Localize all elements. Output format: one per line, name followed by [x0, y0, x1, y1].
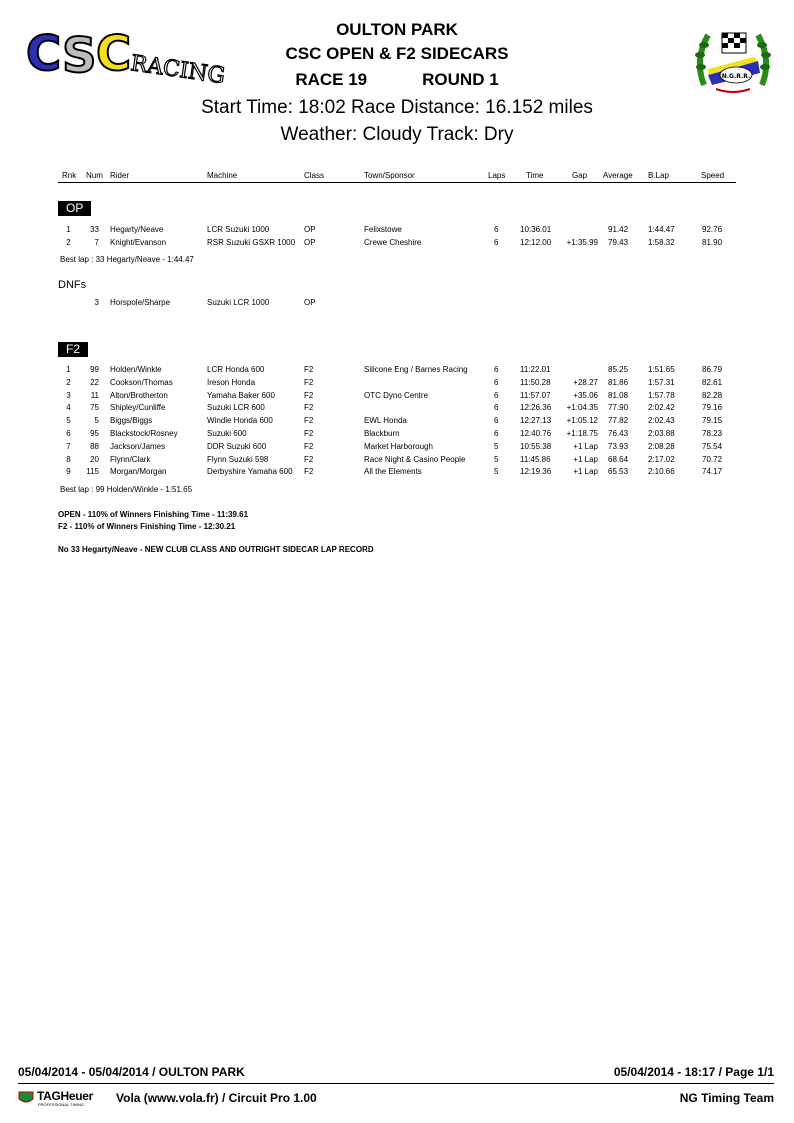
cell-time: 12:27.13	[520, 416, 552, 426]
cell-class: F2	[304, 429, 314, 438]
f2-result-row	[58, 403, 736, 414]
cell-rank: 2	[66, 238, 71, 247]
cell-gap: +1:35.99	[566, 238, 598, 247]
f2-result-row	[58, 455, 736, 466]
cell-machine: Flynn Suzuki 598	[207, 454, 269, 464]
cell-rank: 3	[66, 390, 71, 400]
f2-result-row	[58, 391, 736, 402]
cell-time: 10:36.01	[520, 225, 552, 234]
cell-machine: LCR Suzuki 1000	[207, 225, 270, 234]
cell-laps: 6	[494, 403, 499, 413]
cell-average: 77.82	[608, 416, 629, 426]
cell-rank: 1	[66, 225, 71, 234]
cell-time: 12:12.00	[520, 238, 552, 247]
cell-town: Market Harborough	[364, 441, 433, 451]
tagheuer-wordmark: TAGHeuer	[37, 1089, 94, 1103]
dnf-row	[58, 298, 736, 309]
cell-laps: 5	[494, 454, 499, 464]
open-110-note: OPEN - 110% of Winners Finishing Time - 11:39.61	[58, 510, 249, 519]
cell-average: 65.53	[608, 467, 629, 477]
cell-gap: +1:18.75	[566, 429, 598, 438]
f2-result-row	[58, 365, 736, 376]
cell-machine: DDR Suzuki 600	[207, 441, 267, 451]
svg-text:N.G.R.R.: N.G.R.R.	[721, 73, 751, 80]
f2-result-row	[58, 416, 736, 427]
col-gap: Gap	[572, 171, 588, 180]
dnf-num: 3	[94, 298, 99, 307]
cell-gap: +1 Lap	[573, 441, 598, 451]
cell-town: Felixstowe	[364, 225, 402, 234]
f2-110-note: F2 - 110% of Winners Finishing Time - 12:30.21	[58, 522, 236, 531]
cell-class: F2	[304, 403, 314, 413]
cell-average: 81.86	[608, 377, 629, 387]
cell-class: F2	[304, 365, 314, 374]
cell-number: 11	[90, 390, 99, 400]
cell-best-lap: 2:10.66	[648, 467, 675, 477]
cell-time: 11:45.86	[520, 454, 551, 464]
footer-timestamp-page: 05/04/2014 - 18:17 / Page 1/1	[613, 1065, 774, 1079]
cell-rider: Cookson/Thomas	[110, 377, 173, 387]
cell-number: 95	[90, 429, 99, 438]
cell-gap: +1 Lap	[573, 454, 598, 464]
cell-number: 33	[90, 225, 99, 234]
cell-time: 11:22.01	[520, 365, 551, 374]
cell-time: 10:55.38	[520, 441, 552, 451]
col-machine: Machine	[207, 171, 238, 180]
class-tag-op: OP	[58, 201, 91, 216]
f2-result-row	[58, 378, 736, 389]
event-title: CSC OPEN & F2 SIDECARS	[285, 44, 509, 63]
col-time: Time	[526, 171, 544, 180]
cell-time: 12:40.76	[520, 429, 552, 438]
cell-speed: 74.17	[702, 467, 723, 477]
cell-town: Silicone Eng / Barnes Racing	[364, 365, 468, 374]
svg-text:C: C	[96, 26, 132, 82]
footer-software: Vola (www.vola.fr) / Circuit Pro 1.00	[116, 1091, 317, 1105]
col-num: Num	[86, 171, 103, 180]
cell-rank: 8	[66, 454, 71, 464]
cell-laps: 6	[494, 429, 499, 438]
cell-speed: 92.76	[702, 225, 723, 234]
cell-rider: Morgan/Morgan	[110, 467, 167, 477]
f2-result-row	[58, 467, 736, 478]
cell-rank: 6	[66, 429, 71, 438]
cell-town: All the Elements	[364, 467, 422, 477]
cell-gap: +1:04.35	[566, 403, 598, 413]
cell-best-lap: 2:03.88	[648, 429, 675, 438]
class-tag-f2: F2	[58, 342, 88, 357]
cell-rank: 7	[66, 441, 71, 451]
col-rider: Rider	[110, 171, 130, 180]
cell-time: 12:19.36	[520, 467, 552, 477]
cell-town: Blackburn	[364, 429, 400, 438]
cell-gap: +1:05.12	[566, 416, 598, 426]
cell-laps: 6	[494, 390, 499, 400]
race-number: RACE 19	[295, 70, 368, 89]
cell-average: 91.42	[608, 225, 629, 234]
op-best-lap: Best lap : 33 Hegarty/Neave - 1:44.47	[60, 255, 194, 264]
cell-town: Race Night & Casino People	[364, 454, 466, 464]
cell-number: 75	[90, 403, 99, 413]
cell-laps: 6	[494, 238, 499, 247]
cell-number: 20	[90, 454, 99, 464]
cell-speed: 82.61	[702, 377, 723, 387]
cell-time: 11:50.28	[520, 377, 551, 387]
cell-town: EWL Honda	[364, 416, 407, 426]
cell-rank: 4	[66, 403, 71, 413]
tagheuer-subtitle: PROFESSIONAL TIMING	[38, 1102, 85, 1107]
cell-number: 22	[90, 377, 99, 387]
cell-number: 5	[94, 416, 99, 426]
footer-divider	[18, 1083, 774, 1084]
cell-machine: Ireson Honda	[207, 377, 256, 387]
cell-average: 79.43	[608, 238, 629, 247]
cell-class: F2	[304, 377, 314, 387]
cell-laps: 5	[494, 441, 499, 451]
tagheuer-logo	[18, 1089, 108, 1109]
cell-average: 73.93	[608, 441, 629, 451]
cell-rank: 9	[66, 467, 71, 477]
cell-number: 99	[90, 365, 99, 374]
cell-laps: 5	[494, 467, 499, 477]
cell-speed: 70.72	[702, 454, 723, 464]
results-column-header	[58, 171, 736, 183]
cell-gap: +28.27	[573, 377, 598, 387]
cell-average: 68.64	[608, 454, 629, 464]
cell-gap: +35.06	[573, 390, 598, 400]
cell-town: OTC Dyno Centre	[364, 390, 429, 400]
cell-class: F2	[304, 416, 314, 426]
cell-rank: 5	[66, 416, 71, 426]
op-result-row	[58, 238, 736, 249]
footer-date-venue: 05/04/2014 - 05/04/2014 / OULTON PARK	[18, 1065, 245, 1079]
weather-line: Weather: Cloudy Track: Dry	[280, 124, 514, 145]
cell-machine: Windle Honda 600	[207, 416, 273, 426]
cell-machine: LCR Honda 600	[207, 365, 265, 374]
svg-text:S: S	[62, 28, 97, 84]
dnf-heading: DNFs	[58, 279, 87, 291]
svg-text:C: C	[26, 26, 62, 82]
cell-class: F2	[304, 390, 314, 400]
cell-speed: 78.23	[702, 429, 723, 438]
cell-laps: 6	[494, 225, 499, 234]
cell-speed: 82.28	[702, 390, 723, 400]
cell-machine: Yamaha Baker 600	[207, 390, 275, 400]
cell-average: 76.43	[608, 429, 629, 438]
cell-number: 88	[90, 441, 99, 451]
cell-average: 77.90	[608, 403, 629, 413]
col-average: Average	[603, 171, 633, 180]
cell-best-lap: 1:57.78	[648, 390, 675, 400]
f2-result-row	[58, 442, 736, 453]
cell-time: 11:57.07	[520, 390, 551, 400]
dnf-rider: Horspole/Sharpe	[110, 298, 171, 307]
cell-rider: Hegarty/Neave	[110, 225, 164, 234]
cell-class: OP	[304, 238, 316, 247]
cell-best-lap: 1:51.65	[648, 365, 675, 374]
cell-best-lap: 2:02.42	[648, 403, 675, 413]
f2-result-row	[58, 429, 736, 440]
cell-speed: 79.16	[702, 403, 723, 413]
col-rnk: Rnk	[62, 171, 77, 180]
cell-class: OP	[304, 225, 316, 234]
col-speed: Speed	[701, 171, 725, 180]
cell-machine: Suzuki 600	[207, 429, 247, 438]
tagheuer-shield-icon	[18, 1091, 34, 1105]
start-time-line: Start Time: 18:02 Race Distance: 16.152 miles	[201, 97, 593, 118]
cell-rider: Shipley/Cunliffe	[110, 403, 166, 413]
cell-laps: 6	[494, 365, 499, 374]
cell-rider: Blackstock/Rosney	[110, 429, 178, 438]
cell-best-lap: 1:44.47	[648, 225, 675, 234]
cell-rank: 1	[66, 365, 71, 374]
cell-speed: 75.54	[702, 441, 723, 451]
cell-class: F2	[304, 467, 314, 477]
cell-best-lap: 1:58.32	[648, 238, 675, 247]
cell-laps: 6	[494, 416, 499, 426]
svg-text:RACING: RACING	[129, 51, 227, 90]
cell-rider: Flynn/Clark	[110, 454, 151, 464]
race-round-title	[0, 70, 794, 90]
lap-record-note: No 33 Hegarty/Neave - NEW CLUB CLASS AND OUTRIGHT SIDECAR LAP RECORD	[58, 545, 374, 554]
cell-gap: +1 Lap	[573, 467, 598, 477]
cell-class: F2	[304, 454, 314, 464]
venue-title: OULTON PARK	[336, 20, 458, 39]
cell-best-lap: 2:02.43	[648, 416, 675, 426]
col-town-sponsor: Town/Sponsor	[364, 171, 415, 180]
cell-speed: 79.15	[702, 416, 723, 426]
f2-best-lap: Best lap : 99 Holden/Winkle - 1:51.65	[60, 485, 193, 494]
cell-speed: 81.90	[702, 238, 723, 247]
col-laps: Laps	[488, 171, 506, 180]
cell-machine: RSR Suzuki GSXR 1000	[207, 238, 296, 247]
col-best-lap: B.Lap	[648, 171, 669, 180]
cell-number: 115	[86, 467, 99, 477]
footer-team: NG Timing Team	[679, 1091, 774, 1105]
cell-class: F2	[304, 441, 314, 451]
cell-rider: Jackson/James	[110, 441, 166, 451]
cell-best-lap: 2:08.28	[648, 441, 675, 451]
cell-best-lap: 2:17.02	[648, 454, 675, 464]
cell-rider: Biggs/Biggs	[110, 416, 153, 426]
cell-rider: Holden/Winkle	[110, 365, 162, 374]
cell-machine: Suzuki LCR 600	[207, 403, 265, 413]
cell-average: 81.08	[608, 390, 629, 400]
cell-time: 12:26.36	[520, 403, 552, 413]
cell-average: 85.25	[608, 365, 629, 374]
cell-rider: Alton/Brotherton	[110, 390, 168, 400]
dnf-machine: Suzuki LCR 1000	[207, 298, 270, 307]
cell-speed: 86.79	[702, 365, 723, 374]
cell-town: Crewe Cheshire	[364, 238, 422, 247]
cell-laps: 6	[494, 377, 499, 387]
cell-machine: Derbyshire Yamaha 600	[207, 467, 293, 477]
cell-rider: Knight/Evanson	[110, 238, 167, 247]
cell-rank: 2	[66, 377, 71, 387]
cell-best-lap: 1:57.31	[648, 377, 675, 387]
op-result-row	[58, 225, 736, 236]
col-class: Class	[304, 171, 325, 180]
cell-number: 7	[94, 238, 99, 247]
round-number: ROUND 1	[422, 70, 499, 89]
dnf-class: OP	[304, 298, 316, 307]
